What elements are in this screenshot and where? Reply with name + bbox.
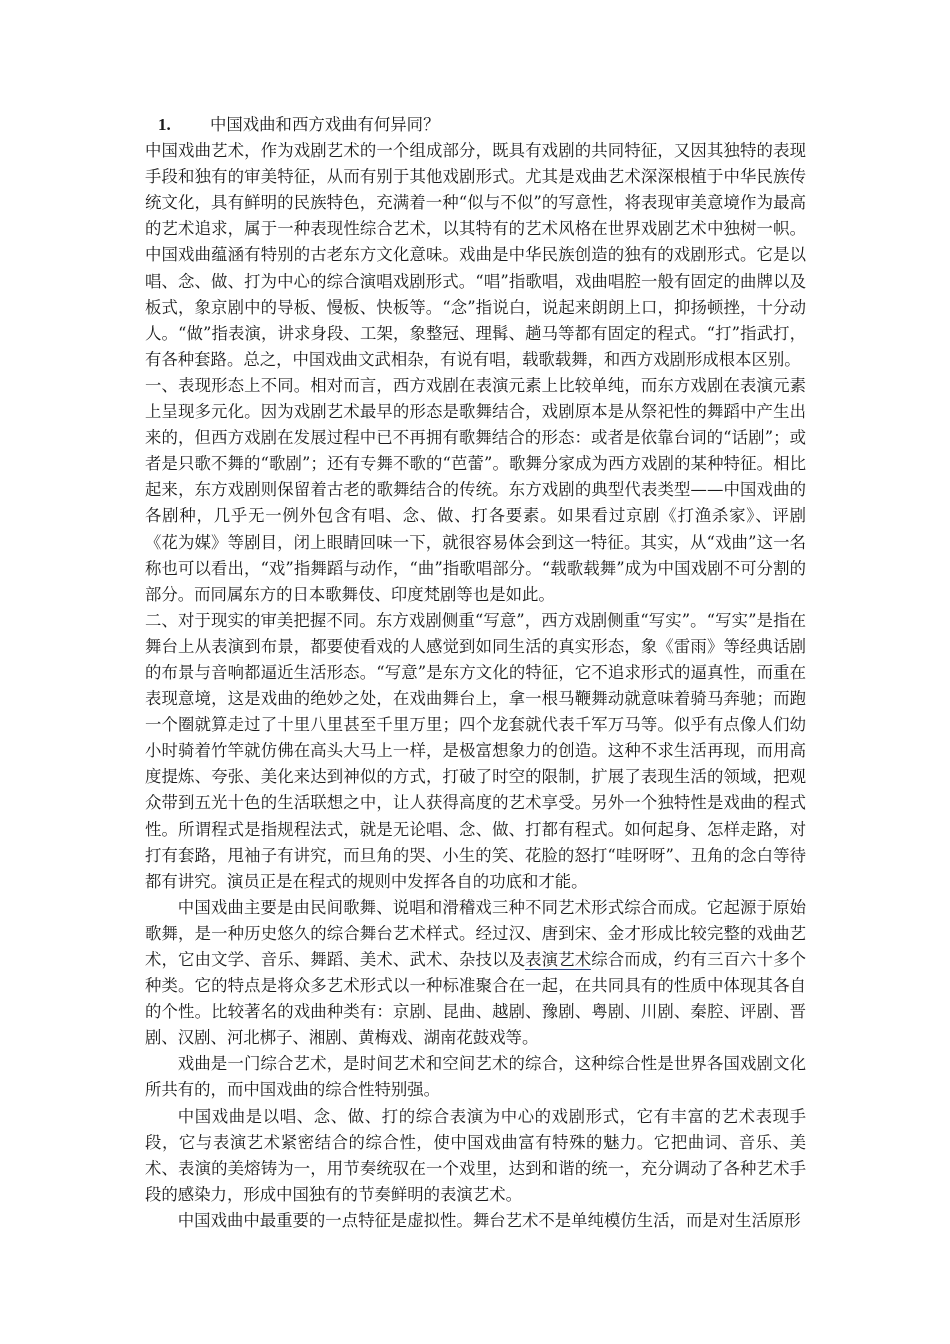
question-heading <box>145 112 806 138</box>
document-page <box>145 112 806 1234</box>
question-title: 中国戏曲和西方戏曲有何异同？ <box>210 115 440 134</box>
paragraph-performance: 中国戏曲是以唱、念、做、打的综合表演为中心的戏剧形式，它有丰富的艺术表现手段，它与表演艺术紧密结合的综合性，使中国戏曲富有特殊的魅力。它把曲词、音乐、美术、表演的美熔铸为一，用节奏统驭在一个戏里，达到和谐的统一，充分调动了各种艺术手段的感染力，形成中国独有的节奏鲜明的表演艺术。 <box>145 1106 806 1204</box>
paragraph-comprehensive-art: 戏曲是一门综合艺术，是时间艺术和空间艺术的综合，这种综合性是世界各国戏剧文化所共有的，而中国戏曲的综合性特别强。 <box>145 1054 806 1100</box>
paragraph-virtuality: 中国戏曲中最重要的一点特征是虚拟性。舞台艺术不是单纯模仿生活，而是对生活原形 <box>177 1210 801 1230</box>
paragraph-aesthetic-difference: 二、对于现实的审美把握不同。东方戏剧侧重“写意”，西方戏剧侧重“写实”。“写实”是指在舞台上从表演到布景，都要使看戏的人感觉到如同生活的真实形态，象《雷雨》等经典话剧的布景与音响都逼近生活形态。“写意”是东方文化的特征，它不追求形式的逼真性，而重在表现意境，这是戏曲的绝妙之处，在戏曲舞台上，拿一根马鞭舞动就意味着骑马奔驰；而跑一个圈就算走过了十里八里甚至千里万里；四个龙套就代表千军万马等。似乎有点像人们幼小时骑着竹竿就仿佛在高头大马上一样，是极富想象力的创造。这种不求生活再现，而用高度提炼、夸张、美化来达到神似的方式，打破了时空的限制，扩展了表现生活的领域，把观众带到五光十色的生活联想之中，让人获得高度的艺术享受。另外一个独特性是戏曲的程式性。所谓程式是指规程法式，就是无论唱、念、做、打都有程式。如何起身、怎样走路，对打有套路，甩袖子有讲究，而旦角的哭、小生的笑、花脸的怒打“哇呀呀”、丑角的念白等待都有讲究。演员正是在程式的规则中发挥各自的功底和才能。 <box>145 610 806 891</box>
paragraph-intro: 中国戏曲艺术，作为戏剧艺术的一个组成部分，既具有戏剧的共同特征，又因其独特的表现手段和独有的审美特征，从而有别于其他戏剧形式。尤其是戏曲艺术深深根植于中华民族传统文化，具有鲜明的民族特色，充满着一种“似与不似”的写意性，将表现审美意境作为最高的艺术追求，属于一种表现性综合艺术，以其特有的艺术风格在世界戏剧艺术中独树一帜。中国戏曲蕴涵有特别的古老东方文化意味。戏曲是中华民族创造的独有的戏剧形式。它是以唱、念、做、打为中心的综合演唱戏剧形式。“唱”指歌唱，戏曲唱腔一般有固定的曲牌以及板式，象京剧中的导板、慢板、快板等。“念”指说白，说起来朗朗上口，抑扬顿挫，十分动人。“做”指表演，讲求身段、工架，象整冠、理髯、趟马等都有固定的程式。“打”指武打，有各种套路。总之，中国戏曲文武相杂，有说有唱，载歌载舞，和西方戏剧形成根本区别。 <box>145 141 806 369</box>
origin-text-after: 综合而成，约有三百六十多个种类。它的特点是将众多艺术形式以一种标准聚合在一起，在共同具有的性质中体现其各自的个性。比较著名的戏曲种类有：京剧、昆曲、越剧、豫剧、粤剧、川剧、秦腔、评剧、晋剧、汉剧、河北梆子、湘剧、黄梅戏、湖南花鼓戏等。 <box>145 950 807 1048</box>
paragraph-opera-origin <box>145 895 806 1052</box>
underlined-term: 表演艺术 <box>525 950 592 969</box>
question-number: 1. <box>158 115 171 134</box>
paragraph-form-difference: 一、表现形态上不同。相对而言，西方戏剧在表演元素上比较单纯，而东方戏剧在表演元素上呈现多元化。因为戏剧艺术最早的形态是歌舞结合，戏剧原本是从祭祀性的舞蹈中产生出来的，但西方戏剧在发展过程中已不再拥有歌舞结合的形态：或者是依靠台词的“话剧”；或者是只歌不舞的“歌剧”；还有专舞不歌的“芭蕾”。歌舞分家成为西方戏剧的某种特征。相比起来，东方戏剧则保留着古老的歌舞结合的传统。东方戏剧的典型代表类型——中国戏曲的各剧种，几乎无一例外包含有唱、念、做、打各要素。如果看过京剧《打渔杀家》、评剧 《花为媒》等剧目，闭上眼睛回味一下，就很容易体会到这一特征。其实，从“戏曲”这一名称也可以看出，“戏”指舞蹈与动作，“曲”指歌唱部分。“载歌载舞”成为中国戏剧不可分割的部分。而同属东方的日本歌舞伎、印度梵剧等也是如此。 <box>145 375 806 604</box>
origin-text-before: 中国戏曲主要是由民间歌舞、说唱和滑稽戏三种不同艺术形式综合而成。它起源于原始歌舞，是一种历史悠久的综合舞台艺术样式。经过汉、唐到宋、金才形成比较完整的戏曲艺术，它由文学、音乐、舞蹈、美术、武术、杂技以及 <box>145 897 806 969</box>
